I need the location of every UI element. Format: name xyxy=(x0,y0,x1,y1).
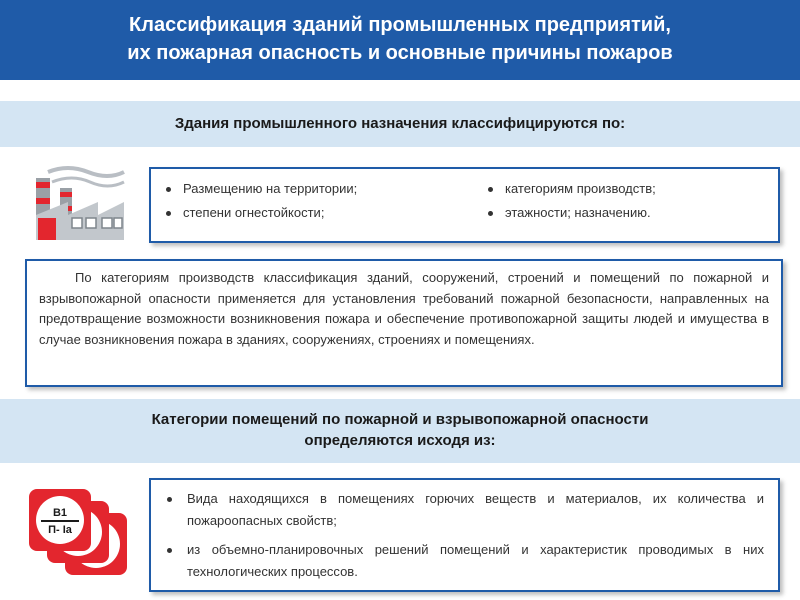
section2-heading-line-1: Категории помещений по пожарной и взрывопожарной опасности xyxy=(151,411,649,428)
page-title-line-1: Классификация зданий промышленных предприятий, xyxy=(129,14,671,36)
determination-criteria-box xyxy=(149,478,780,592)
page-title-line-2: их пожарная опасность и основные причины пожаров xyxy=(127,42,673,64)
criteria-item: степени огнестойкости; xyxy=(163,201,357,225)
determination-item: из объемно-планировочных решений помещений и характеристик проводимых в них технологических процессов. xyxy=(165,539,764,582)
description-box xyxy=(25,259,783,387)
factory-icon xyxy=(28,160,128,245)
criteria-column-right xyxy=(485,177,656,225)
criteria-item: Размещению на территории; xyxy=(163,177,357,201)
sign-top-label: B1 xyxy=(52,507,68,519)
criteria-item: этажности; назначению. xyxy=(485,201,656,225)
fire-category-sign-icon xyxy=(27,485,132,580)
criteria-item: категориям производств; xyxy=(485,177,656,201)
determination-item: Вида находящихся в помещениях горючих веществ и материалов, их количества и пожароопасных свойств; xyxy=(165,488,764,531)
criteria-column-left xyxy=(163,177,357,225)
section2-heading xyxy=(0,399,800,463)
description-paragraph: По категориям производств классификация зданий, сооружений, строений и помещений по пожарной и взрывопожарной опасности применяется для установления требований пожарной безопасности, направленных на предотвращение возможности возникновения пожара и обеспечение противопожарной защиты людей и имущества в случае возникновения пожара в зданиях, сооружениях, строениях и помещениях. xyxy=(39,270,769,347)
classification-criteria-box xyxy=(149,167,780,243)
sign-bottom-label: П- Ia xyxy=(48,524,72,536)
title-bar xyxy=(0,0,800,80)
section1-heading: Здания промышленного назначения классифицируются по: xyxy=(0,101,800,147)
section2-heading-line-2: определяются исходя из: xyxy=(304,432,496,449)
